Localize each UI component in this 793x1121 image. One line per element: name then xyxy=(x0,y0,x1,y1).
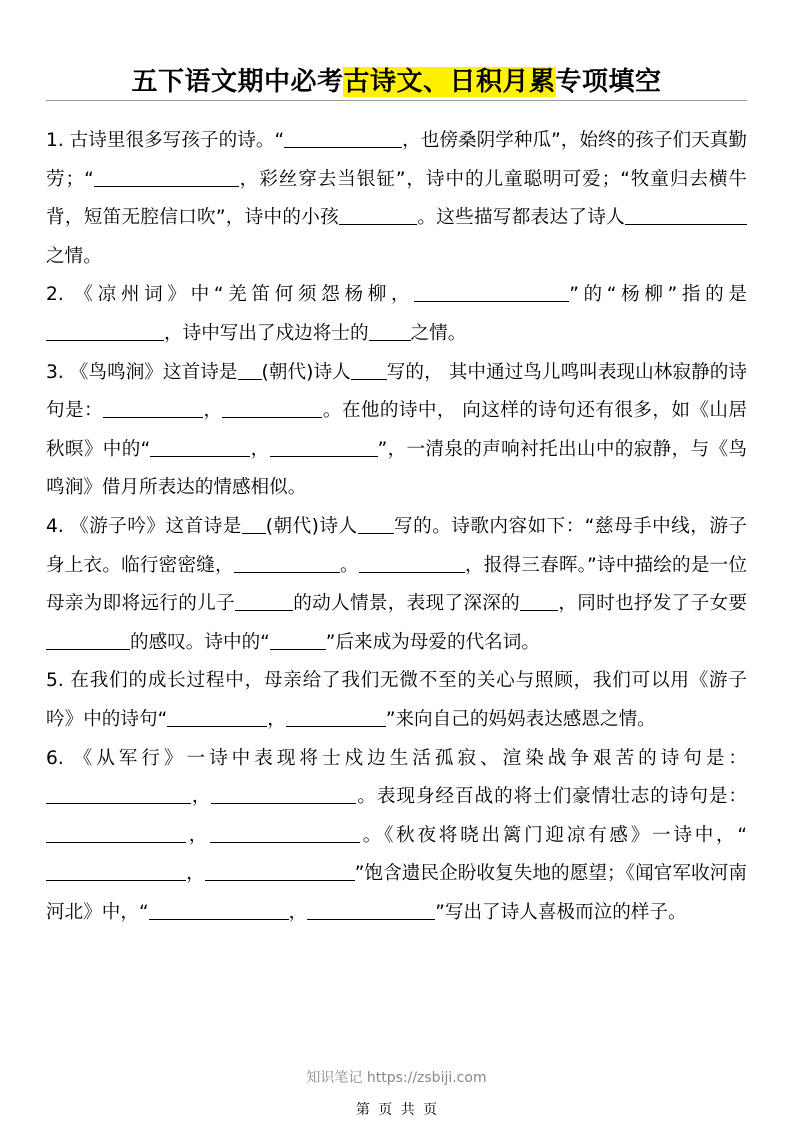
fill-blank xyxy=(46,629,130,650)
question-text: ，同时也抒发了子女要 xyxy=(558,593,747,615)
question-text: 。 xyxy=(339,554,359,576)
question-1 xyxy=(46,122,747,276)
question-text: ， xyxy=(186,824,211,846)
question-text: ， xyxy=(186,863,205,885)
fill-blank xyxy=(167,706,267,727)
question-text: ，报得三春晖。”诗中描绘的是一位母亲为即将远行的儿子 xyxy=(46,554,747,615)
fill-blank xyxy=(359,552,465,573)
fill-blank xyxy=(210,822,360,843)
question-text: 的感叹。诗中的“ xyxy=(130,631,270,653)
question-4 xyxy=(46,508,747,662)
question-text: ，彩丝穿去当银钲”，诗中的儿童聪明可爱；“牧童归去横牛背，短笛无腔信口吹”，诗中的小孩 xyxy=(46,168,747,229)
fill-blank xyxy=(234,552,340,573)
fill-blank xyxy=(284,127,402,148)
fill-blank xyxy=(286,706,386,727)
fill-blank xyxy=(46,860,186,881)
fill-blank xyxy=(625,204,747,225)
question-text: ， xyxy=(288,901,308,923)
fill-blank xyxy=(205,860,355,881)
question-text: 写的， 其中通过鸟儿鸣叫表现山林寂静的诗句是： xyxy=(46,361,747,422)
title-suffix: 专项填空 xyxy=(555,67,662,97)
question-text: 4. 《游子吟》这首诗是 xyxy=(46,515,242,537)
fill-blank xyxy=(369,320,411,341)
question-text: 6. 《从军行》一诗中表现将士戍边生活孤寂、渲染战争艰苦的诗句是： xyxy=(46,747,747,769)
fill-blank xyxy=(339,204,417,225)
question-text: 之情。 xyxy=(46,245,102,267)
question-text: 2. 《凉州词》中“羌笛何须怨杨柳， xyxy=(46,284,415,306)
fill-blank xyxy=(307,899,435,920)
fill-blank xyxy=(235,590,293,611)
question-text: 1. 古诗里很多写孩子的诗。“ xyxy=(46,130,285,151)
fill-blank xyxy=(358,513,394,534)
question-text: 的动人情景，表现了深深的 xyxy=(292,593,521,615)
question-text: 5. 在我们的成长过程中，母亲给了我们无微不至的关心与照顾，我们可以用《游子吟》中的诗句“ xyxy=(46,670,747,730)
question-text: ”写出了诗人喜极而泣的样子。 xyxy=(435,901,687,923)
question-text: 。这些描写都表达了诗人 xyxy=(417,207,625,229)
fill-blank xyxy=(351,359,387,380)
fill-blank xyxy=(46,822,186,843)
question-text: 3. 《鸟鸣涧》这首诗是 xyxy=(46,361,238,383)
question-6 xyxy=(46,740,747,933)
question-text: ， xyxy=(267,708,286,730)
document-title xyxy=(0,64,793,100)
question-text: ”，一清泉的声响衬托出山中的寂静，与《鸟鸣涧》借月所表达的情感相似。 xyxy=(46,438,747,499)
fill-blank xyxy=(94,166,239,187)
question-text: 写的。诗歌内容如下：“慈母手中线，游子身上衣。临行密密缝， xyxy=(46,515,747,576)
footer-page-number: 第 页 共 页 xyxy=(355,1102,438,1118)
question-text: ， xyxy=(191,786,212,808)
fill-blank xyxy=(270,629,326,650)
question-text: 。表现身经百战的将士们豪情壮志的诗句是： xyxy=(356,786,747,808)
fill-blank xyxy=(103,397,203,418)
title-divider xyxy=(46,100,747,101)
question-text: ， xyxy=(203,400,223,422)
fill-blank xyxy=(520,590,558,611)
footer-site-link: 知识笔记 https://zsbiji.com xyxy=(306,1070,487,1086)
question-text: ，也傍桑阴学种瓜”，始终的孩子们天真勤劳；“ xyxy=(46,130,747,190)
fill-blank xyxy=(222,397,322,418)
fill-blank xyxy=(150,436,250,457)
question-text: 。在他的诗中， 向这样的诗句还有很多，如《山居秋暝》中的“ xyxy=(46,400,747,460)
question-5 xyxy=(46,662,747,739)
question-2 xyxy=(46,276,747,353)
question-text: (朝代)诗人 xyxy=(261,361,351,383)
title-highlight: 古诗文、日积月累 xyxy=(343,67,556,97)
question-text: ，诗中写出了戍边将士的 xyxy=(164,322,369,344)
fill-blank xyxy=(242,513,266,534)
question-text: (朝代)诗人 xyxy=(265,515,358,537)
question-3 xyxy=(46,354,747,508)
fill-blank xyxy=(238,359,262,380)
question-list xyxy=(46,122,747,932)
title-prefix: 五下语文期中必考 xyxy=(131,67,344,97)
question-text: ”来向自己的妈妈表达感恩之情。 xyxy=(385,708,656,730)
fill-blank xyxy=(414,281,569,302)
question-text: ”的“杨柳”指的是 xyxy=(569,284,747,306)
question-text: 。《秋夜将晓出篱门迎凉有感》一诗中，“ xyxy=(360,824,747,846)
question-text: ”饱含遗民企盼收复失地的愿望；《闻官军收河南河北》中，“ xyxy=(46,863,747,923)
question-text: 之情。 xyxy=(410,322,467,344)
question-text: ， xyxy=(250,438,270,460)
fill-blank xyxy=(149,899,289,920)
fill-blank xyxy=(46,783,191,804)
fill-blank xyxy=(46,320,164,341)
question-text: ”后来成为母爱的代名词。 xyxy=(325,631,540,653)
fill-blank xyxy=(211,783,356,804)
fill-blank xyxy=(270,436,378,457)
